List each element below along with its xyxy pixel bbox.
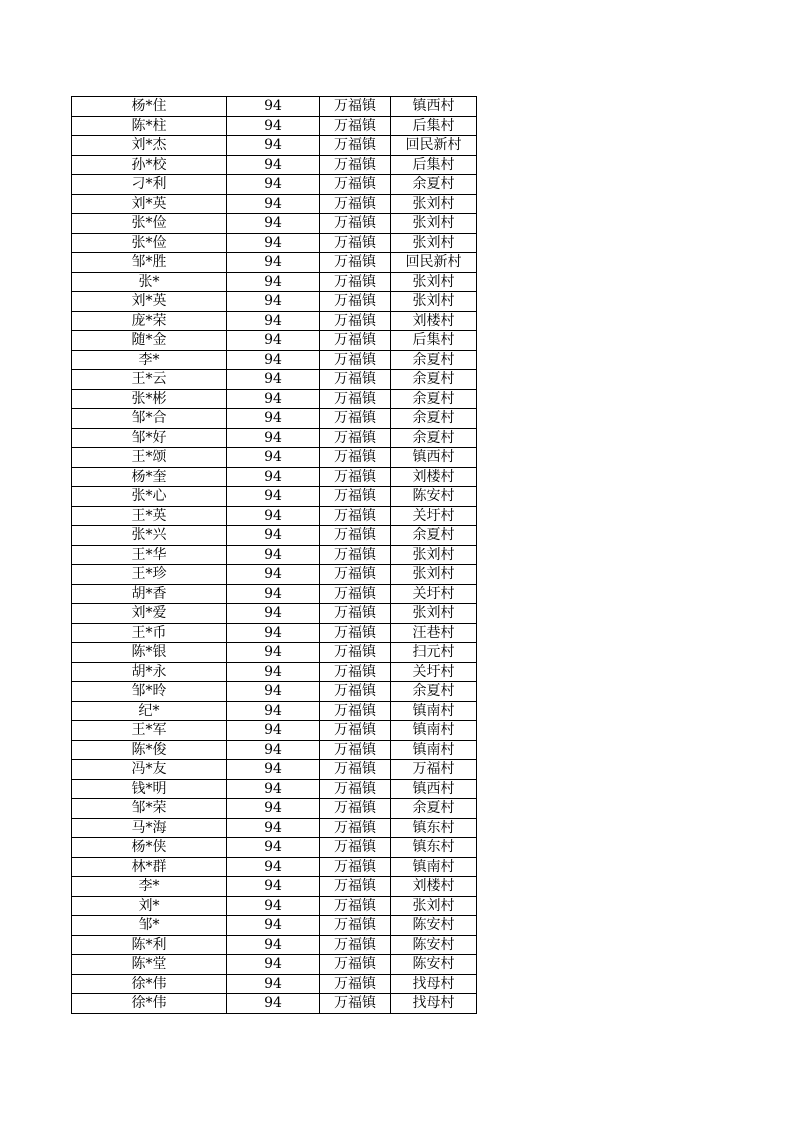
table-row	[72, 428, 477, 448]
age-cell: 94	[227, 740, 320, 760]
village-cell: 陈安村	[391, 935, 477, 955]
table-row	[72, 623, 477, 643]
table-row	[72, 116, 477, 136]
village-cell: 镇南村	[391, 701, 477, 721]
age-cell: 94	[227, 175, 320, 195]
town-cell: 万福镇	[320, 428, 391, 448]
town-cell: 万福镇	[320, 545, 391, 565]
name-cell: 庞*荣	[72, 311, 227, 331]
age-cell: 94	[227, 662, 320, 682]
name-cell: 刘*英	[72, 194, 227, 214]
table-row	[72, 565, 477, 585]
village-cell: 刘楼村	[391, 877, 477, 897]
town-cell: 万福镇	[320, 955, 391, 975]
age-cell: 94	[227, 916, 320, 936]
town-cell: 万福镇	[320, 935, 391, 955]
age-cell: 94	[227, 643, 320, 663]
name-cell: 邹*荣	[72, 799, 227, 819]
name-cell: 王*云	[72, 370, 227, 390]
village-cell: 刘楼村	[391, 311, 477, 331]
town-cell: 万福镇	[320, 818, 391, 838]
name-cell: 陈*利	[72, 935, 227, 955]
table-row	[72, 799, 477, 819]
town-cell: 万福镇	[320, 136, 391, 156]
town-cell: 万福镇	[320, 487, 391, 507]
name-cell: 杨*住	[72, 97, 227, 117]
records-table-body	[72, 97, 477, 1014]
name-cell: 张*兴	[72, 526, 227, 546]
age-cell: 94	[227, 896, 320, 916]
town-cell: 万福镇	[320, 253, 391, 273]
name-cell: 林*群	[72, 857, 227, 877]
village-cell: 找母村	[391, 994, 477, 1014]
village-cell: 后集村	[391, 331, 477, 351]
name-cell: 邹*	[72, 916, 227, 936]
village-cell: 张刘村	[391, 233, 477, 253]
village-cell: 余夏村	[391, 682, 477, 702]
town-cell: 万福镇	[320, 838, 391, 858]
town-cell: 万福镇	[320, 116, 391, 136]
age-cell: 94	[227, 623, 320, 643]
name-cell: 张*俭	[72, 214, 227, 234]
age-cell: 94	[227, 584, 320, 604]
age-cell: 94	[227, 97, 320, 117]
age-cell: 94	[227, 272, 320, 292]
village-cell: 余夏村	[391, 389, 477, 409]
name-cell: 纪*	[72, 701, 227, 721]
name-cell: 王*英	[72, 506, 227, 526]
village-cell: 陈安村	[391, 487, 477, 507]
age-cell: 94	[227, 779, 320, 799]
table-row	[72, 779, 477, 799]
age-cell: 94	[227, 565, 320, 585]
town-cell: 万福镇	[320, 662, 391, 682]
table-row	[72, 233, 477, 253]
table-row	[72, 721, 477, 741]
village-cell: 镇西村	[391, 779, 477, 799]
town-cell: 万福镇	[320, 175, 391, 195]
age-cell: 94	[227, 506, 320, 526]
town-cell: 万福镇	[320, 370, 391, 390]
town-cell: 万福镇	[320, 994, 391, 1014]
name-cell: 刘*英	[72, 292, 227, 312]
village-cell: 后集村	[391, 155, 477, 175]
town-cell: 万福镇	[320, 643, 391, 663]
town-cell: 万福镇	[320, 974, 391, 994]
name-cell: 王*颂	[72, 448, 227, 468]
village-cell: 后集村	[391, 116, 477, 136]
village-cell: 扫元村	[391, 643, 477, 663]
age-cell: 94	[227, 721, 320, 741]
village-cell: 张刘村	[391, 272, 477, 292]
name-cell: 胡*香	[72, 584, 227, 604]
town-cell: 万福镇	[320, 877, 391, 897]
age-cell: 94	[227, 233, 320, 253]
table-row	[72, 955, 477, 975]
age-cell: 94	[227, 467, 320, 487]
age-cell: 94	[227, 838, 320, 858]
village-cell: 余夏村	[391, 526, 477, 546]
age-cell: 94	[227, 799, 320, 819]
name-cell: 陈*俊	[72, 740, 227, 760]
town-cell: 万福镇	[320, 194, 391, 214]
table-row	[72, 155, 477, 175]
table-row	[72, 214, 477, 234]
age-cell: 94	[227, 428, 320, 448]
village-cell: 镇南村	[391, 721, 477, 741]
table-row	[72, 838, 477, 858]
name-cell: 邹*好	[72, 428, 227, 448]
name-cell: 张*	[72, 272, 227, 292]
table-row	[72, 896, 477, 916]
town-cell: 万福镇	[320, 233, 391, 253]
village-cell: 关圩村	[391, 584, 477, 604]
village-cell: 张刘村	[391, 292, 477, 312]
town-cell: 万福镇	[320, 896, 391, 916]
town-cell: 万福镇	[320, 857, 391, 877]
village-cell: 张刘村	[391, 214, 477, 234]
name-cell: 马*海	[72, 818, 227, 838]
table-row	[72, 311, 477, 331]
name-cell: 孙*校	[72, 155, 227, 175]
town-cell: 万福镇	[320, 272, 391, 292]
age-cell: 94	[227, 370, 320, 390]
name-cell: 邹*合	[72, 409, 227, 429]
table-row	[72, 253, 477, 273]
town-cell: 万福镇	[320, 682, 391, 702]
town-cell: 万福镇	[320, 604, 391, 624]
town-cell: 万福镇	[320, 506, 391, 526]
age-cell: 94	[227, 487, 320, 507]
table-row	[72, 643, 477, 663]
name-cell: 王*华	[72, 545, 227, 565]
village-cell: 关圩村	[391, 662, 477, 682]
name-cell: 刘*	[72, 896, 227, 916]
village-cell: 张刘村	[391, 545, 477, 565]
age-cell: 94	[227, 311, 320, 331]
name-cell: 刘*爱	[72, 604, 227, 624]
table-row	[72, 506, 477, 526]
age-cell: 94	[227, 136, 320, 156]
town-cell: 万福镇	[320, 779, 391, 799]
village-cell: 镇西村	[391, 97, 477, 117]
name-cell: 邹*昤	[72, 682, 227, 702]
village-cell: 余夏村	[391, 175, 477, 195]
town-cell: 万福镇	[320, 350, 391, 370]
town-cell: 万福镇	[320, 292, 391, 312]
age-cell: 94	[227, 818, 320, 838]
age-cell: 94	[227, 214, 320, 234]
age-cell: 94	[227, 116, 320, 136]
name-cell: 杨*奎	[72, 467, 227, 487]
age-cell: 94	[227, 974, 320, 994]
name-cell: 徐*伟	[72, 994, 227, 1014]
table-row	[72, 175, 477, 195]
age-cell: 94	[227, 448, 320, 468]
age-cell: 94	[227, 194, 320, 214]
village-cell: 汪巷村	[391, 623, 477, 643]
age-cell: 94	[227, 857, 320, 877]
village-cell: 镇东村	[391, 818, 477, 838]
table-row	[72, 760, 477, 780]
village-cell: 余夏村	[391, 799, 477, 819]
name-cell: 胡*永	[72, 662, 227, 682]
age-cell: 94	[227, 955, 320, 975]
name-cell: 王*珍	[72, 565, 227, 585]
town-cell: 万福镇	[320, 409, 391, 429]
village-cell: 余夏村	[391, 350, 477, 370]
age-cell: 94	[227, 350, 320, 370]
village-cell: 万福村	[391, 760, 477, 780]
table-row	[72, 740, 477, 760]
table-row	[72, 545, 477, 565]
age-cell: 94	[227, 409, 320, 429]
table-row	[72, 818, 477, 838]
name-cell: 张*心	[72, 487, 227, 507]
table-row	[72, 877, 477, 897]
age-cell: 94	[227, 389, 320, 409]
village-cell: 镇南村	[391, 740, 477, 760]
town-cell: 万福镇	[320, 623, 391, 643]
data-sheet	[71, 96, 477, 1014]
town-cell: 万福镇	[320, 331, 391, 351]
town-cell: 万福镇	[320, 760, 391, 780]
town-cell: 万福镇	[320, 701, 391, 721]
age-cell: 94	[227, 994, 320, 1014]
village-cell: 回民新村	[391, 253, 477, 273]
table-row	[72, 370, 477, 390]
village-cell: 张刘村	[391, 896, 477, 916]
age-cell: 94	[227, 331, 320, 351]
town-cell: 万福镇	[320, 97, 391, 117]
table-row	[72, 448, 477, 468]
age-cell: 94	[227, 701, 320, 721]
town-cell: 万福镇	[320, 740, 391, 760]
town-cell: 万福镇	[320, 799, 391, 819]
village-cell: 刘楼村	[391, 467, 477, 487]
village-cell: 张刘村	[391, 565, 477, 585]
name-cell: 陈*堂	[72, 955, 227, 975]
table-row	[72, 292, 477, 312]
age-cell: 94	[227, 760, 320, 780]
name-cell: 陈*柱	[72, 116, 227, 136]
age-cell: 94	[227, 877, 320, 897]
town-cell: 万福镇	[320, 526, 391, 546]
town-cell: 万福镇	[320, 155, 391, 175]
table-row	[72, 272, 477, 292]
table-row	[72, 662, 477, 682]
name-cell: 徐*伟	[72, 974, 227, 994]
table-row	[72, 97, 477, 117]
age-cell: 94	[227, 292, 320, 312]
name-cell: 李*	[72, 350, 227, 370]
name-cell: 张*俭	[72, 233, 227, 253]
table-row	[72, 935, 477, 955]
name-cell: 杨*侠	[72, 838, 227, 858]
table-row	[72, 974, 477, 994]
town-cell: 万福镇	[320, 214, 391, 234]
village-cell: 张刘村	[391, 604, 477, 624]
village-cell: 关圩村	[391, 506, 477, 526]
age-cell: 94	[227, 155, 320, 175]
village-cell: 余夏村	[391, 370, 477, 390]
town-cell: 万福镇	[320, 467, 391, 487]
table-row	[72, 409, 477, 429]
table-row	[72, 194, 477, 214]
town-cell: 万福镇	[320, 389, 391, 409]
name-cell: 邹*胜	[72, 253, 227, 273]
age-cell: 94	[227, 604, 320, 624]
records-table	[71, 96, 477, 1014]
name-cell: 王*军	[72, 721, 227, 741]
age-cell: 94	[227, 545, 320, 565]
table-row	[72, 604, 477, 624]
name-cell: 随*金	[72, 331, 227, 351]
village-cell: 找母村	[391, 974, 477, 994]
table-row	[72, 682, 477, 702]
table-row	[72, 350, 477, 370]
name-cell: 冯*友	[72, 760, 227, 780]
name-cell: 张*彬	[72, 389, 227, 409]
age-cell: 94	[227, 682, 320, 702]
town-cell: 万福镇	[320, 565, 391, 585]
village-cell: 余夏村	[391, 409, 477, 429]
table-row	[72, 331, 477, 351]
town-cell: 万福镇	[320, 584, 391, 604]
name-cell: 王*币	[72, 623, 227, 643]
table-row	[72, 994, 477, 1014]
name-cell: 刁*利	[72, 175, 227, 195]
table-row	[72, 526, 477, 546]
town-cell: 万福镇	[320, 448, 391, 468]
age-cell: 94	[227, 935, 320, 955]
table-row	[72, 584, 477, 604]
town-cell: 万福镇	[320, 916, 391, 936]
village-cell: 回民新村	[391, 136, 477, 156]
age-cell: 94	[227, 253, 320, 273]
town-cell: 万福镇	[320, 311, 391, 331]
table-row	[72, 487, 477, 507]
table-row	[72, 136, 477, 156]
village-cell: 镇东村	[391, 838, 477, 858]
table-row	[72, 857, 477, 877]
village-cell: 陈安村	[391, 916, 477, 936]
name-cell: 李*	[72, 877, 227, 897]
table-row	[72, 467, 477, 487]
age-cell: 94	[227, 526, 320, 546]
table-row	[72, 701, 477, 721]
name-cell: 陈*银	[72, 643, 227, 663]
town-cell: 万福镇	[320, 721, 391, 741]
village-cell: 镇南村	[391, 857, 477, 877]
village-cell: 张刘村	[391, 194, 477, 214]
table-row	[72, 389, 477, 409]
village-cell: 余夏村	[391, 428, 477, 448]
table-row	[72, 916, 477, 936]
village-cell: 镇西村	[391, 448, 477, 468]
village-cell: 陈安村	[391, 955, 477, 975]
name-cell: 钱*明	[72, 779, 227, 799]
name-cell: 刘*杰	[72, 136, 227, 156]
